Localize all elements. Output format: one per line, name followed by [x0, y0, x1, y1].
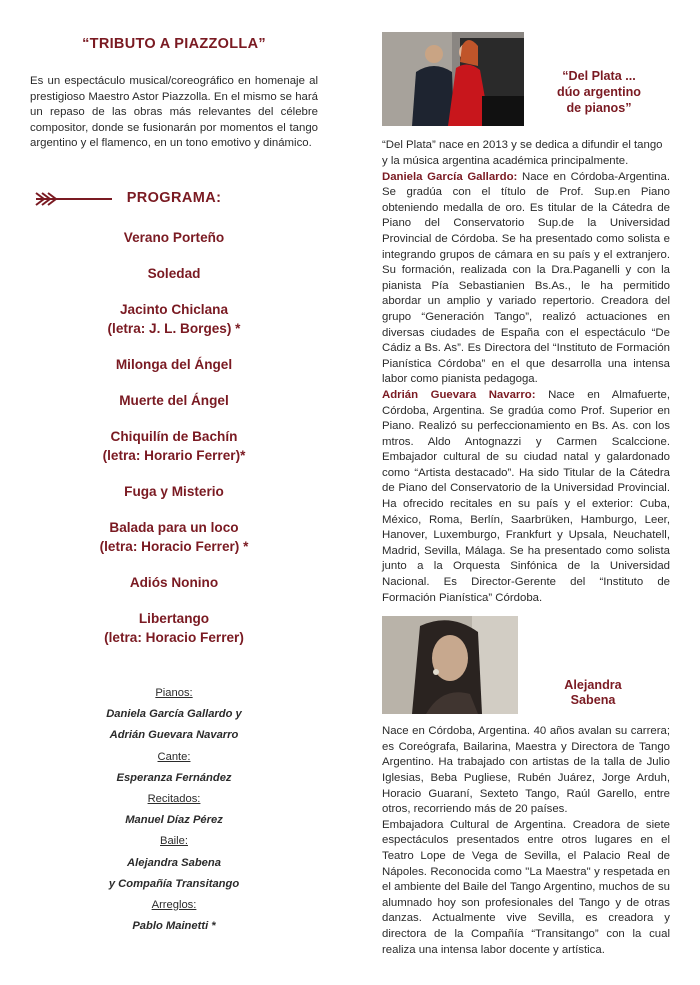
intro-paragraph: Es un espectáculo musical/coreográfico en homenaje al prestigioso Maestro Astor Piazzolla. En el mismo se hará un repaso de las obras más relevantes del célebre compositor, donde se fusionarán por momentos el tango argentino y el flamenco, en un tono emotivo y dinámico. — [30, 75, 318, 150]
sabena-photo — [382, 616, 518, 714]
program-item-line: Milonga del Ángel — [115, 356, 233, 372]
adrian-name: Adrián Guevara Navarro: — [382, 388, 536, 401]
page-title: “TRIBUTO A PIAZZOLLA” — [82, 36, 266, 52]
program-item-line: Fuga y Misterio — [124, 483, 224, 499]
program-item-line: (letra: Horario Ferrer)* — [102, 447, 246, 463]
credit-name: Esperanza Fernández — [116, 771, 232, 784]
program-item — [30, 609, 318, 647]
duo-photo-image — [382, 32, 524, 126]
daniela-bio: Daniela García Gallardo: Nace en Córdoba-Argentina. Se gradúa con el título de Prof. Sup.en Piano obteniendo medalla de oro. Es titular de la Cátedra de Piano del Conservatorio Sup.de la Universidad Provincial de Córdoba. Se ha presentado como solista e integrando grupos de cámara en su país y el extranjero. Su formación, realizada con la Dra.Paganelli y con la pianista Pía Sebastianien Bs.As., le ha permitido abordar un amplio y variado repertorio. Creadora del grupo “Generación Tango”, realizó actuaciones en diversas ciudades de España con el espectáculo “De Cádiz a Bs. As”. Es Directora del “Instituto de Formación Pianística Córdoba” en el que desarrolla una intensa labor como pianista pedagoga. — [382, 170, 671, 386]
credit-name: Adrián Guevara Navarro — [109, 729, 239, 742]
program-item-line: Adiós Nonino — [129, 574, 219, 590]
sabena-photo-image — [382, 616, 518, 714]
adrian-bio: Adrián Guevara Navarro: Nace en Almafuerte, Córdoba, Argentina. Se gradúa como Prof. Superior en Piano. Realizó su perfeccionamiento en Bs. As. con los mtros. Aldo Antognazzi y Carmen Scalccione. Embajador cultural de su ciudad natal y galardonado como “Artista destacado”. Ha sido Titular de la Cátedra de Piano del Conservatorio de la Universidad Provincial. Ha ofrecido recitales en su país y el exterior: Cuba, México, Roma, Berlín, Saarbrüken, Hamburgo, Leer, Hanover, Luxemburgo, Frankfurt y Upsala, Neuchatell, Madrid, Sevilla, Málaga. Se ha presentado como solista junto a la Orquesta Sinfónica de la Universidad Nacional. Es Director-Gerente del “Instituto de Formación Pianística” Córdoba. — [382, 388, 671, 604]
program-item-line: Verano Porteño — [123, 229, 225, 245]
credit-role: Pianos: — [155, 686, 193, 699]
daniela-name: Daniela García Gallardo: — [382, 170, 518, 183]
sabena-header — [382, 616, 670, 714]
program-item — [30, 482, 318, 501]
program-item — [30, 300, 318, 338]
sabena-title: Alejandra Sabena — [564, 678, 622, 708]
duo-title: “Del Plata ... dúo argentino de pianos” — [557, 69, 641, 115]
sabena-bio-2: Embajadora Cultural de Argentina. Creadora de siete espectáculos presentados entre otros lugares en el Teatro Lope de Vega de Sevilla, el Palacio Real de Nápoles. Reconocida como "La Maestra" y respetada en el ambiente del Baile del Tango Argentino, muchos de su alumnado hoy son profesionales del Tango y de otras danzas. Actualmente vive Sevilla, es creadora y directora de la Compañía “Transitango” con la cual realiza una intensa labor docente y artística. — [382, 818, 670, 956]
program-item-line: Soledad — [147, 265, 201, 281]
program-title: PROGRAMA: — [126, 189, 222, 206]
credit-name: Daniela García Gallardo y — [106, 708, 242, 721]
credit-name: Alejandra Sabena — [127, 856, 221, 869]
credit-role: Arreglos: — [151, 899, 197, 911]
program-item-line: Muerte del Ángel — [119, 392, 229, 408]
credit-name: Pablo Mainetti * — [132, 920, 216, 933]
program-item — [30, 391, 318, 410]
credit-role: Recitados: — [147, 792, 201, 805]
program-item — [30, 355, 318, 374]
program-item-line: Balada para un loco — [109, 519, 239, 535]
program-header — [30, 188, 318, 214]
credit-role: Cante: — [157, 750, 191, 763]
program-item — [30, 573, 318, 592]
credits — [30, 683, 318, 937]
program-item-line: (letra: J. L. Borges) * — [107, 320, 241, 336]
program-item — [30, 427, 318, 465]
credit-role: Baile: — [160, 835, 188, 848]
program-item-line: Chiquilín de Bachín — [110, 428, 238, 444]
program-item-line: (letra: Horacio Ferrer) — [104, 629, 244, 645]
program-item — [30, 264, 318, 283]
duo-header — [382, 32, 670, 128]
left-column — [30, 36, 318, 937]
program-list — [30, 228, 318, 647]
duo-intro: “Del Plata” nace en 2013 y se dedica a difundir el tango y la música argentina académica principalmente. — [382, 139, 663, 167]
program-item — [30, 518, 318, 556]
program-item — [30, 228, 318, 247]
program-item-line: Libertango — [138, 610, 210, 626]
credit-name: Manuel Díaz Pérez — [125, 814, 223, 827]
duo-photo — [382, 32, 524, 126]
sabena-bio-1: Nace en Córdoba, Argentina. 40 años avalan su carrera; es Coreógrafa, Bailarina, Maestra y Directora de Tango Argentino. Ha trabajado con artistas de la talla de Julio Iglesias, Beba Pugliese, Rubén Juárez, Jorge Arduh, Horacio Guaraní, Sexteto Tango, Raúl Garello, entre otros, recorriendo más de 20 países. — [382, 725, 670, 816]
right-column — [382, 32, 670, 958]
credit-name: y Compañía Transitango — [108, 877, 240, 890]
program-item-line: (letra: Horacio Ferrer) * — [99, 538, 249, 554]
program-item-line: Jacinto Chiclana — [119, 301, 229, 317]
